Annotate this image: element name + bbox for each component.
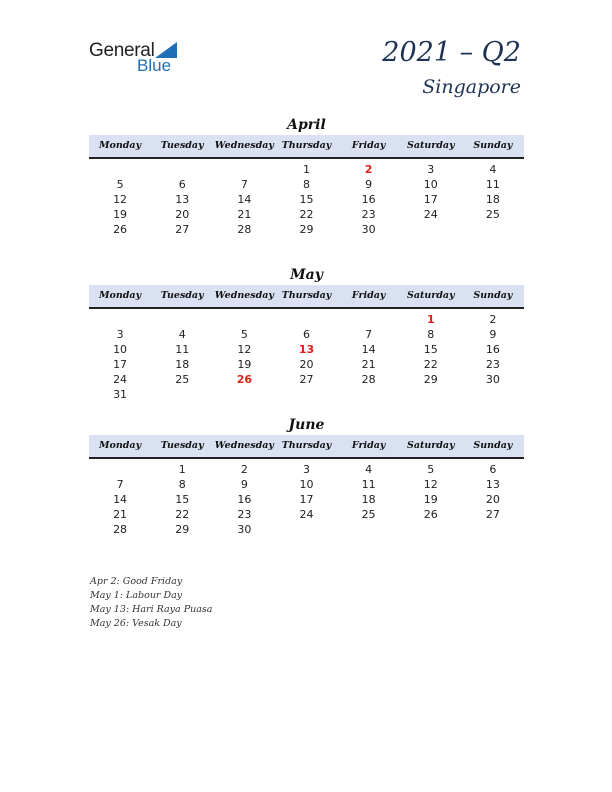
weekday-label: Saturday — [406, 140, 455, 151]
day-cell: 10 — [299, 478, 314, 491]
day-cell: 14 — [237, 193, 252, 206]
weekday-label: Thursday — [281, 290, 332, 301]
day-cell: 23 — [485, 358, 500, 371]
day-cell: 29 — [299, 223, 314, 236]
weekday-label: Thursday — [281, 440, 332, 451]
day-cell: 22 — [175, 508, 190, 521]
day-cell: 2 — [489, 313, 497, 326]
day-cell: 24 — [113, 373, 128, 386]
page-subtitle: Singapore — [422, 76, 521, 98]
weekday-label: Tuesday — [160, 290, 204, 301]
weekday-label: Friday — [351, 440, 386, 451]
day-cell: 27 — [485, 508, 500, 521]
day-cell: 3 — [302, 463, 310, 476]
day-cell — [89, 462, 151, 477]
weekday-label: Wednesday — [214, 140, 274, 151]
holiday-note: May 26: Vesak Day — [90, 618, 182, 629]
day-cell: 5 — [427, 463, 435, 476]
week-row — [89, 387, 524, 402]
day-cell: 18 — [361, 493, 376, 506]
month-block-april — [89, 115, 524, 237]
day-cell: 10 — [423, 178, 438, 191]
week-row — [89, 477, 524, 492]
week-row — [89, 492, 524, 507]
day-cell: 7 — [240, 178, 248, 191]
day-cell: 26 — [113, 223, 128, 236]
day-cell — [338, 312, 400, 327]
day-cell: 15 — [175, 493, 190, 506]
day-cell: 12 — [237, 343, 252, 356]
day-cell: 30 — [237, 523, 252, 536]
day-cell — [462, 387, 524, 402]
day-cell: 28 — [361, 373, 376, 386]
day-cell: 5 — [240, 328, 248, 341]
day-cell: 11 — [361, 478, 376, 491]
month-name: April — [287, 117, 326, 133]
day-cell — [462, 222, 524, 237]
day-cell: 25 — [361, 508, 376, 521]
month-block-may — [89, 265, 524, 402]
week-row — [89, 372, 524, 387]
holiday-note: May 13: Hari Raya Puasa — [90, 604, 213, 615]
day-cell — [275, 387, 337, 402]
week-row — [89, 507, 524, 522]
day-cell — [89, 162, 151, 177]
day-cell — [151, 162, 213, 177]
day-cell: 12 — [423, 478, 438, 491]
day-cell: 29 — [175, 523, 190, 536]
day-cell: 25 — [485, 208, 500, 221]
day-cell: 22 — [423, 358, 438, 371]
weekday-label: Tuesday — [160, 440, 204, 451]
day-cell — [89, 312, 151, 327]
weekday-label: Wednesday — [214, 290, 274, 301]
day-cell: 19 — [237, 358, 252, 371]
day-cell: 10 — [113, 343, 128, 356]
day-cell — [400, 222, 462, 237]
day-cell: 9 — [240, 478, 248, 491]
day-cell: 16 — [485, 343, 500, 356]
weekday-label: Monday — [99, 290, 142, 301]
day-cell: 11 — [175, 343, 190, 356]
weekday-header-row — [89, 285, 524, 309]
day-cell: 8 — [178, 478, 186, 491]
weekday-label: Monday — [99, 440, 142, 451]
day-cell: 25 — [175, 373, 190, 386]
day-cell: 15 — [299, 193, 314, 206]
day-cell: 21 — [237, 208, 252, 221]
month-name: June — [288, 417, 325, 433]
day-cell: 15 — [423, 343, 438, 356]
weekday-label: Saturday — [406, 440, 455, 451]
day-cell: 13 — [175, 193, 190, 206]
weekday-label: Saturday — [406, 290, 455, 301]
day-cell: 26 — [423, 508, 438, 521]
week-row — [89, 192, 524, 207]
month-block-june — [89, 415, 524, 537]
week-row — [89, 462, 524, 477]
day-cell: 27 — [299, 373, 314, 386]
page-title: 2021 – Q2 — [382, 37, 521, 68]
day-cell: 23 — [361, 208, 376, 221]
day-cell: 4 — [178, 328, 186, 341]
weekday-label: Sunday — [473, 140, 513, 151]
weekday-label: Sunday — [473, 290, 513, 301]
day-cell: 2 — [240, 463, 248, 476]
day-cell: 6 — [302, 328, 310, 341]
weekday-label: Tuesday — [160, 140, 204, 151]
week-row — [89, 522, 524, 537]
holiday-day-cell: 26 — [236, 373, 252, 386]
weekday-label: Monday — [99, 140, 142, 151]
day-cell: 6 — [489, 463, 497, 476]
day-cell: 23 — [237, 508, 252, 521]
day-cell: 31 — [113, 388, 128, 401]
weekday-label: Friday — [351, 140, 386, 151]
day-cell: 8 — [427, 328, 435, 341]
holiday-note: Apr 2: Good Friday — [90, 576, 183, 587]
day-cell: 7 — [116, 478, 124, 491]
day-cell: 28 — [113, 523, 128, 536]
day-cell: 12 — [113, 193, 128, 206]
day-cell: 27 — [175, 223, 190, 236]
day-cell: 21 — [361, 358, 376, 371]
day-cell — [213, 162, 275, 177]
day-cell: 24 — [423, 208, 438, 221]
day-cell: 20 — [485, 493, 500, 506]
day-cell — [151, 387, 213, 402]
day-cell: 9 — [489, 328, 497, 341]
day-cell: 17 — [423, 193, 438, 206]
day-cell — [151, 312, 213, 327]
day-cell: 13 — [485, 478, 500, 491]
holiday-day-cell: 13 — [298, 343, 315, 356]
day-cell: 16 — [361, 193, 376, 206]
day-cell: 7 — [365, 328, 373, 341]
weekday-header-row — [89, 435, 524, 459]
day-cell: 3 — [116, 328, 124, 341]
weekday-label: Thursday — [281, 140, 332, 151]
day-cell — [338, 522, 400, 537]
day-cell: 14 — [113, 493, 128, 506]
holiday-day-cell: 1 — [426, 313, 435, 326]
day-cell: 29 — [423, 373, 438, 386]
day-cell: 30 — [361, 223, 376, 236]
day-cell: 1 — [178, 463, 186, 476]
day-cell: 1 — [302, 163, 310, 176]
day-cell: 17 — [299, 493, 314, 506]
day-cell: 21 — [113, 508, 128, 521]
day-cell — [400, 387, 462, 402]
day-cell — [213, 387, 275, 402]
holiday-day-cell: 2 — [364, 163, 373, 176]
day-cell: 19 — [113, 208, 128, 221]
day-cell: 4 — [365, 463, 373, 476]
day-cell: 20 — [299, 358, 314, 371]
weekday-label: Sunday — [473, 440, 513, 451]
day-cell: 20 — [175, 208, 190, 221]
day-cell: 28 — [237, 223, 252, 236]
day-cell — [462, 522, 524, 537]
week-row — [89, 342, 524, 357]
generalblue-logo — [89, 40, 189, 76]
week-row — [89, 357, 524, 372]
week-row — [89, 162, 524, 177]
day-cell: 6 — [178, 178, 186, 191]
day-cell: 3 — [427, 163, 435, 176]
day-cell — [275, 522, 337, 537]
day-cell: 30 — [485, 373, 500, 386]
day-cell: 16 — [237, 493, 252, 506]
day-cell: 18 — [175, 358, 190, 371]
day-cell: 17 — [113, 358, 128, 371]
day-cell: 9 — [365, 178, 373, 191]
day-cell: 11 — [485, 178, 500, 191]
day-cell: 8 — [302, 178, 310, 191]
day-cell — [338, 387, 400, 402]
holiday-note: May 1: Labour Day — [90, 590, 183, 601]
weekday-label: Wednesday — [214, 440, 274, 451]
day-cell: 22 — [299, 208, 314, 221]
day-cell: 24 — [299, 508, 314, 521]
week-row — [89, 207, 524, 222]
day-cell: 18 — [485, 193, 500, 206]
weekday-header-row — [89, 135, 524, 159]
day-cell — [275, 312, 337, 327]
week-row — [89, 312, 524, 327]
day-cell: 4 — [489, 163, 497, 176]
logo-blue-text: Blue — [137, 56, 172, 75]
day-cell: 19 — [423, 493, 438, 506]
day-cell: 5 — [116, 178, 124, 191]
weekday-label: Friday — [351, 290, 386, 301]
day-cell — [213, 312, 275, 327]
week-row — [89, 177, 524, 192]
month-name: May — [290, 267, 323, 283]
week-row — [89, 327, 524, 342]
week-row — [89, 222, 524, 237]
day-cell: 14 — [361, 343, 376, 356]
day-cell — [400, 522, 462, 537]
logo-general-text: General — [89, 40, 155, 61]
holiday-notes — [90, 575, 212, 631]
